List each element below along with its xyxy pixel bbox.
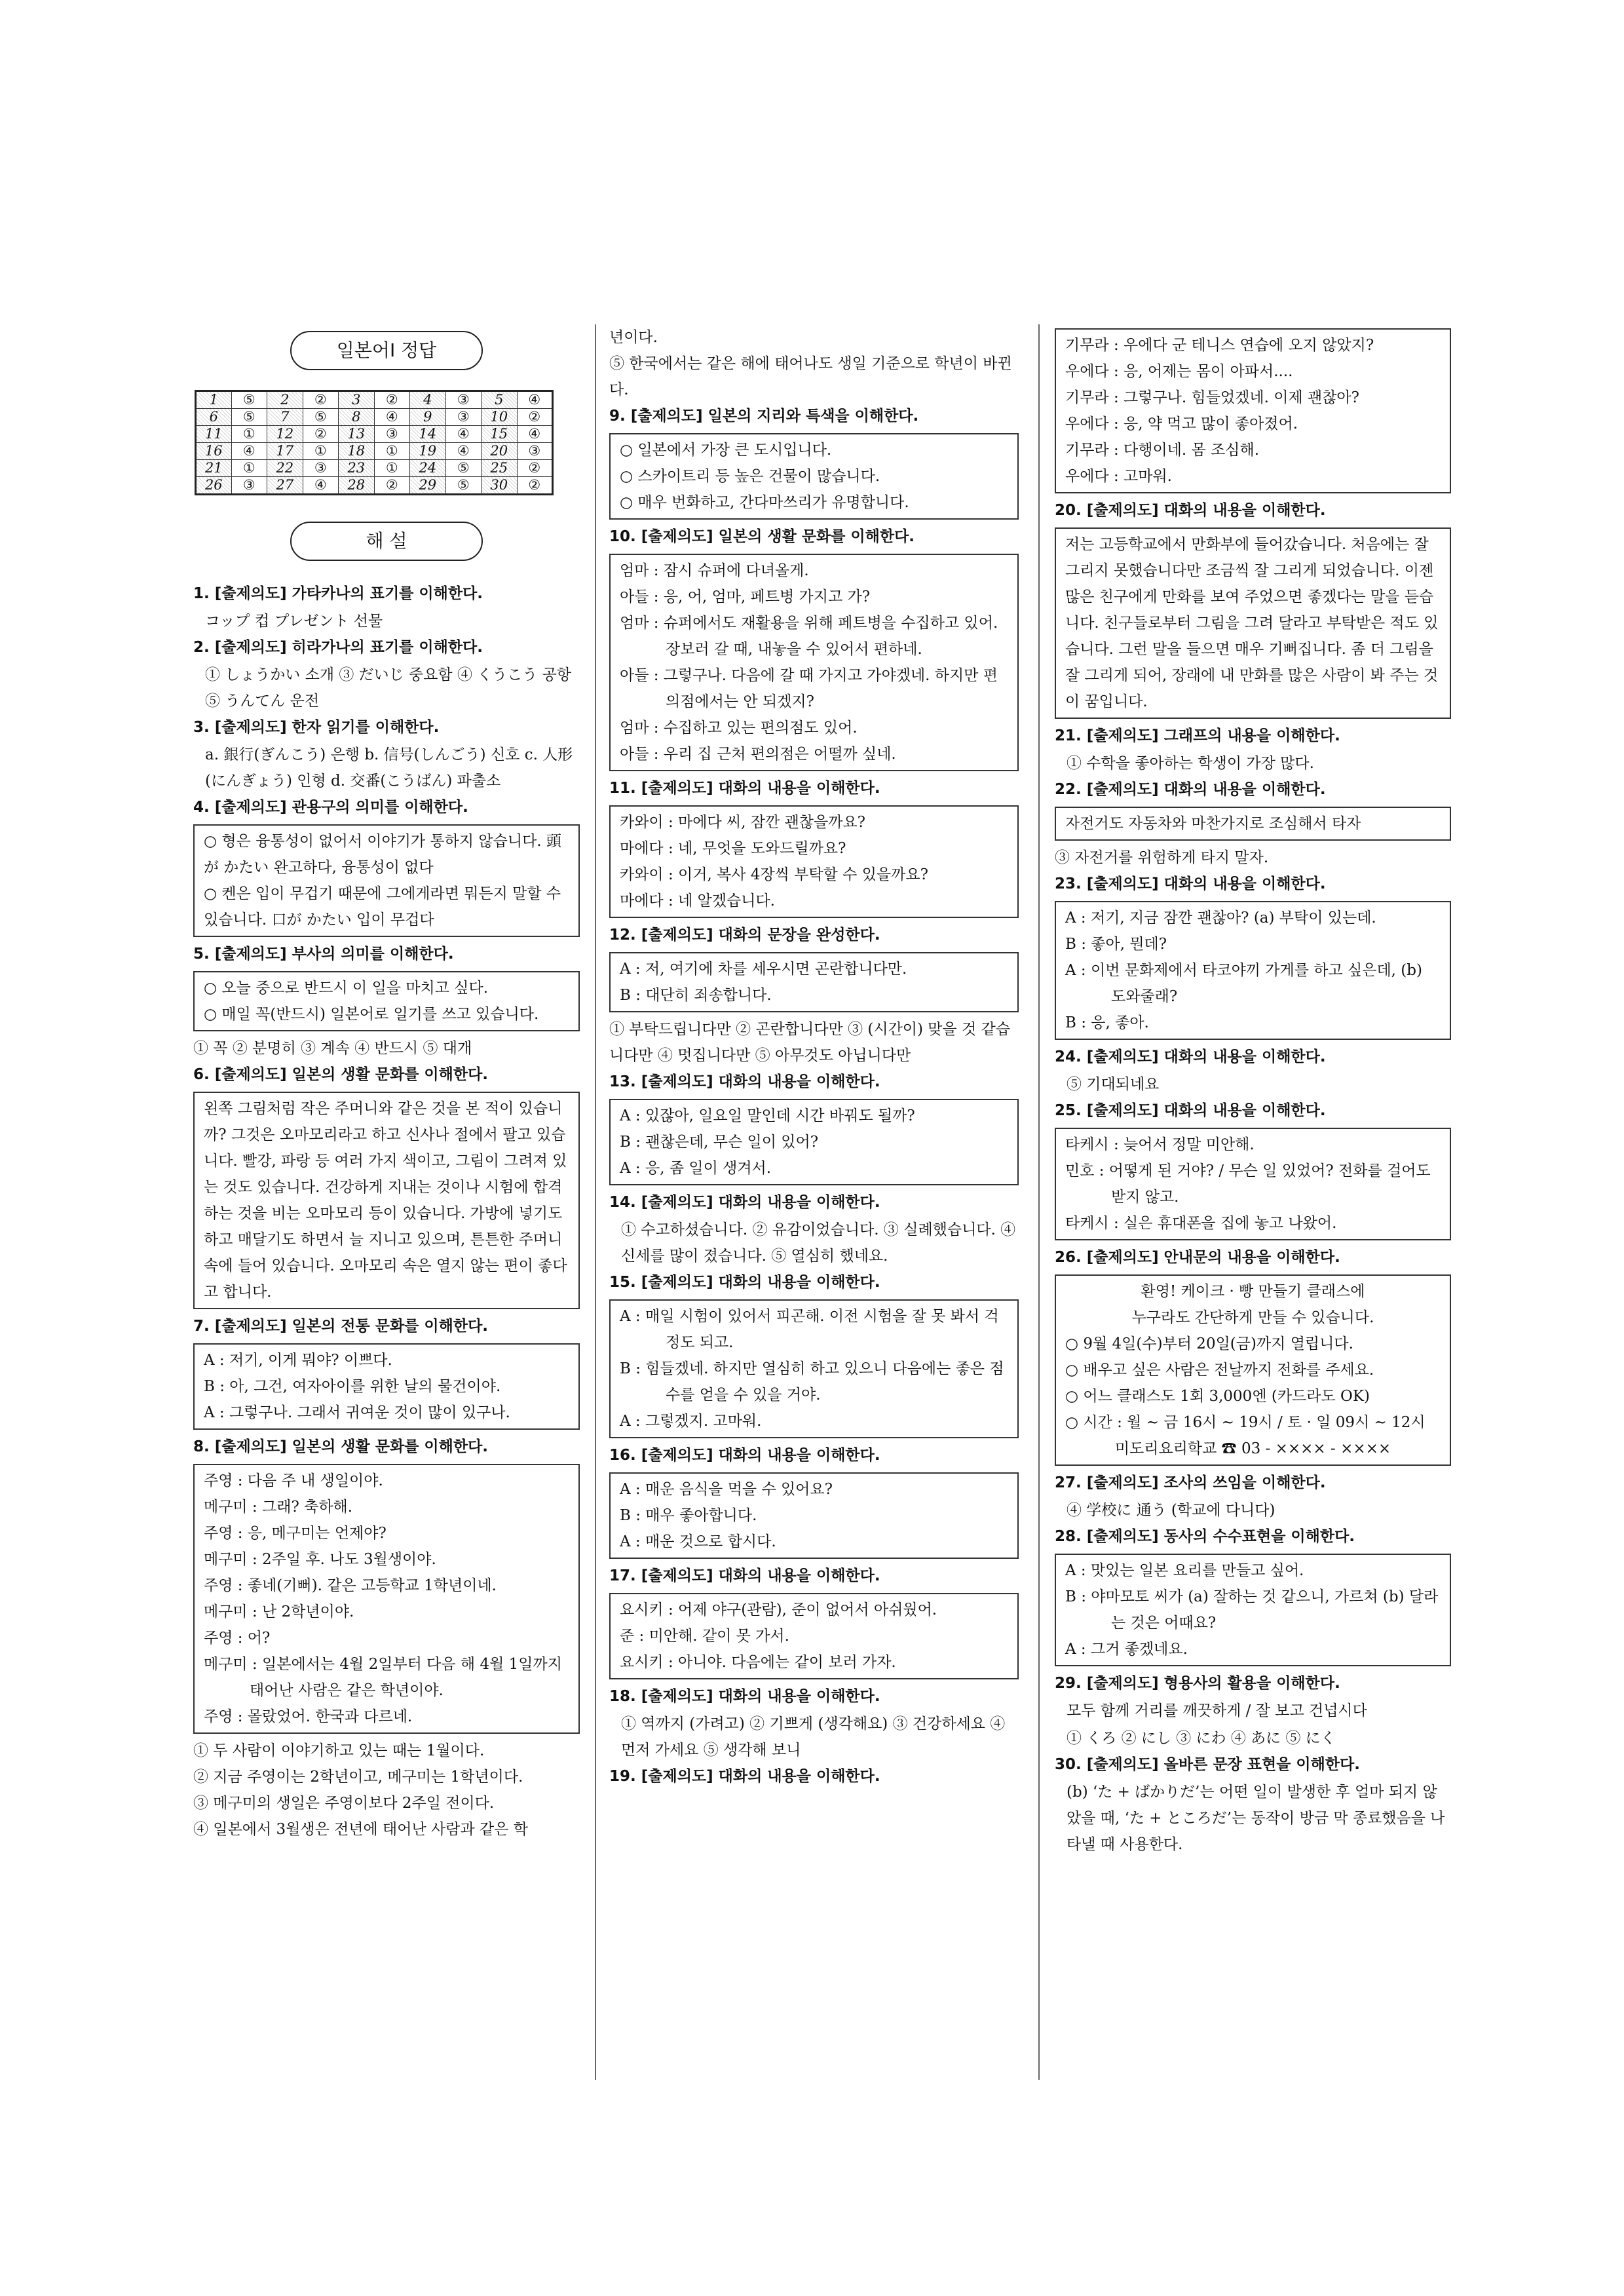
answer-choice: ⑤ <box>231 391 267 409</box>
passage-line: 누구라도 간단하게 만들 수 있습니다. <box>1131 1309 1374 1326</box>
answer-row <box>196 460 553 477</box>
question-heading: 25. [출제의도] 대화의 내용을 이해한다. <box>1055 1102 1326 1119</box>
passage-line: 엄마 : 잠시 슈퍼에 다녀올게. <box>620 562 809 579</box>
answer-choice: ⑤ <box>231 409 267 426</box>
passage-line: A : 매운 것으로 합시다. <box>620 1533 776 1550</box>
question-heading: 7. [출제의도] 일본의 전통 문화를 이해한다. <box>193 1318 489 1335</box>
quoted-passage-box <box>193 824 580 937</box>
passage-line: 민호 : 어떻게 된 거야? / 무슨 일 있었어? 전화를 걸어도 받지 않고. <box>1065 1162 1431 1206</box>
passage-line: 주영 : 좋네(기뻐). 같은 고등학교 1학년이네. <box>204 1577 497 1594</box>
passage-line: 주영 : 몰랐었어. 한국과 다르네. <box>204 1708 413 1725</box>
explanation-text: ④ 学校に 通う (학교에 다니다) <box>1067 1502 1275 1519</box>
explanation-item <box>1055 871 1451 1040</box>
passage-line: 메구미 : 난 2학년이야. <box>204 1603 354 1620</box>
question-heading: 10. [출제의도] 일본의 생활 문화를 이해한다. <box>609 528 915 545</box>
question-heading: 21. [출제의도] 그래프의 내용을 이해한다. <box>1055 727 1340 744</box>
passage-line: 메구미 : 일본에서는 4월 2일부터 다음 해 4월 1일까지 태어난 사람은 같은 학년이야. <box>204 1656 562 1699</box>
question-heading: 19. [출제의도] 대화의 내용을 이해한다. <box>609 1768 880 1785</box>
passage-line: ○ 매일 꼭(반드시) 일본어로 일기를 쓰고 있습니다. <box>204 1006 539 1023</box>
passage-line: 주영 : 다음 주 내 생일이야. <box>204 1472 383 1489</box>
question-heading: 2. [출제의도] 히라가나의 표기를 이해한다. <box>193 639 483 656</box>
question-heading: 20. [출제의도] 대화의 내용을 이해한다. <box>1055 502 1326 519</box>
passage-line: 준 : 미안해. 같이 못 가서. <box>620 1628 789 1645</box>
answer-row <box>196 391 553 409</box>
question-heading: 4. [출제의도] 관용구의 의미를 이해한다. <box>193 799 468 816</box>
passage-line: 주영 : 어? <box>204 1630 271 1647</box>
explanation-item <box>609 403 1019 520</box>
passage-line: 아들 : 우리 집 근처 편의점은 어떨까 싶네. <box>620 746 896 763</box>
passage-line: 타케시 : 늦어서 정말 미안해. <box>1065 1136 1255 1153</box>
passage-line: B : 대단히 죄송합니다. <box>620 987 772 1004</box>
answer-choice: ④ <box>374 409 410 426</box>
passage-line: B : 아, 그건, 여자아이를 위한 날의 물건이야. <box>204 1378 501 1395</box>
passage-line: A : 저, 여기에 차를 세우시면 곤란합니다만. <box>620 961 907 978</box>
answer-choice: ② <box>517 477 553 495</box>
passage-line: A : 응, 좀 일이 생겨서. <box>620 1160 772 1177</box>
passage-line: ○ 일본에서 가장 큰 도시입니다. <box>620 442 832 459</box>
explanation-item <box>609 524 1019 771</box>
question-heading: 11. [출제의도] 대화의 내용을 이해한다. <box>609 780 880 797</box>
question-heading: 23. [출제의도] 대화의 내용을 이해한다. <box>1055 875 1326 892</box>
answer-choice: ④ <box>303 477 339 495</box>
explanation-item <box>609 775 1019 918</box>
passage-line: B : 매우 좋아합니다. <box>620 1507 757 1524</box>
passage-line: 메구미 : 2주일 후. 나도 3월생이야. <box>204 1551 436 1568</box>
explanation-item <box>609 1563 1019 1679</box>
explanations-column-3 <box>1055 328 1451 1858</box>
passage-line: 기무라 : 그렇구나. 힘들었겠네. 이제 괜찮아? <box>1065 389 1359 406</box>
answer-choice: ④ <box>517 426 553 443</box>
answer-choice: ⑤ <box>303 409 339 426</box>
question-heading: 9. [출제의도] 일본의 지리와 특색을 이해한다. <box>609 408 919 425</box>
explanation-item <box>193 794 580 937</box>
passage-line: ○ 매우 번화하고, 간다마쓰리가 유명합니다. <box>620 494 909 511</box>
answer-choice: ① <box>374 443 410 460</box>
quoted-passage-box <box>609 805 1019 918</box>
answer-choice: ③ <box>303 460 339 477</box>
answer-choice: ③ <box>374 426 410 443</box>
answer-choice: ③ <box>445 391 482 409</box>
column-3 <box>1055 324 1451 1858</box>
question-heading: 8. [출제의도] 일본의 생활 문화를 이해한다. <box>193 1438 489 1455</box>
passage-line: ○ 배우고 싶은 사람은 전날까지 전화를 주세요. <box>1065 1362 1374 1379</box>
passage-line: 우에다 : 응, 어제는 몸이 아파서.... <box>1065 363 1293 380</box>
continued-text: 년이다. <box>609 329 658 346</box>
passage-line: 엄마 : 수집하고 있는 편의점도 있어. <box>620 719 858 737</box>
passage-line: 엄마 : 슈퍼에서도 재활용을 위해 페트병을 수집하고 있어. 장보러 갈 때, 내놓을 수 있어서 편하네. <box>620 615 998 658</box>
explanation-text: ① 역까지 (가려고) ② 기쁘게 (생각해요) ③ 건강하세요 ④ 먼저 가세요 ⑤ 생각해 보니 <box>621 1715 1006 1759</box>
question-heading: 3. [출제의도] 한자 읽기를 이해한다. <box>193 719 440 736</box>
passage-line: A : 그거 좋겠네요. <box>1065 1641 1188 1658</box>
answer-choice: ④ <box>517 391 553 409</box>
quoted-passage-box <box>1055 807 1451 841</box>
answer-choice: ④ <box>445 426 482 443</box>
passage-line: 마에다 : 네, 무엇을 도와드릴까요? <box>620 840 846 857</box>
explanation-item <box>1055 723 1451 776</box>
answer-row <box>196 443 553 460</box>
question-number: 24 <box>410 460 446 477</box>
column-1 <box>193 324 580 1843</box>
column-2 <box>609 324 1019 1789</box>
answer-key-table <box>195 390 554 495</box>
explanation-item <box>1055 1523 1451 1666</box>
explanation-item <box>1055 1751 1451 1858</box>
column-divider-1 <box>595 324 596 2080</box>
explanation-item <box>1055 776 1451 871</box>
question-number: 28 <box>339 477 375 495</box>
passage-line: 주영 : 응, 메구미는 언제야? <box>204 1525 387 1542</box>
question-heading: 16. [출제의도] 대화의 내용을 이해한다. <box>609 1447 880 1464</box>
passage-line: B : 괜찮은데, 무슨 일이 있어? <box>620 1134 819 1151</box>
question-number: 13 <box>339 426 375 443</box>
question-heading: 5. [출제의도] 부사의 의미를 이해한다. <box>193 946 454 963</box>
passage-line: 마에다 : 네 알겠습니다. <box>620 892 775 909</box>
explanation-item <box>1055 328 1451 493</box>
question-number: 25 <box>482 460 518 477</box>
passage-line: B : 힘들겠네. 하지만 열심히 하고 있으니 다음에는 좋은 점수를 얻을 수 있을 거야. <box>620 1360 1004 1404</box>
question-number: 3 <box>339 391 375 409</box>
answer-title: 일본어Ⅰ 정답 <box>290 331 483 370</box>
answer-choice: ③ <box>445 409 482 426</box>
question-heading: 26. [출제의도] 안내문의 내용을 이해한다. <box>1055 1249 1340 1266</box>
question-number: 22 <box>267 460 303 477</box>
answer-explanation: ③ 자전거를 위험하게 타지 말자. <box>1055 849 1269 866</box>
question-number: 21 <box>196 460 232 477</box>
passage-line: 기무라 : 다행이네. 몸 조심해. <box>1065 442 1260 459</box>
explanation-text: ⑤ 기대되네요 <box>1067 1076 1160 1093</box>
answer-explanation: ② 지금 주영이는 2학년이고, 메구미는 1학년이다. <box>193 1769 523 1786</box>
passage-line: 카와이 : 마에다 씨, 잠깐 괜찮을까요? <box>620 814 865 831</box>
explanations-column-1 <box>193 581 580 1843</box>
question-heading: 24. [출제의도] 대화의 내용을 이해한다. <box>1055 1048 1326 1065</box>
question-number: 11 <box>196 426 232 443</box>
question-number: 1 <box>196 391 232 409</box>
question-number: 10 <box>482 409 518 426</box>
explanation-item <box>193 634 580 714</box>
explanation-text: 모두 함께 거리를 깨끗하게 / 잘 보고 건넙시다 <box>1067 1702 1367 1719</box>
passage-line: A : 그렇겠지. 고마워. <box>620 1413 762 1430</box>
explanation-text: ① しょうかい 소개 ③ だいじ 중요함 ④ くうこう 공항 ⑤ うんてん 운전 <box>205 666 572 710</box>
quoted-passage-box <box>193 1464 580 1734</box>
passage-line: ○ 시간 : 월 ~ 금 16시 ~ 19시 / 토 · 일 09시 ~ 12시 <box>1065 1414 1426 1431</box>
passage-line: ○ 오늘 중으로 반드시 이 일을 마치고 싶다. <box>204 980 489 997</box>
question-number: 14 <box>410 426 446 443</box>
answer-choice: ① <box>231 460 267 477</box>
question-number: 9 <box>410 409 446 426</box>
quoted-passage-box <box>1055 328 1451 493</box>
quoted-passage-box <box>609 1593 1019 1679</box>
question-number: 29 <box>410 477 446 495</box>
question-heading: 15. [출제의도] 대화의 내용을 이해한다. <box>609 1274 880 1291</box>
answer-choice: ② <box>517 409 553 426</box>
quoted-passage-box <box>1055 527 1451 719</box>
answer-choice: ③ <box>517 443 553 460</box>
quoted-passage-box <box>193 971 580 1031</box>
question-heading: 17. [출제의도] 대화의 내용을 이해한다. <box>609 1567 880 1584</box>
question-number: 18 <box>339 443 375 460</box>
explanation-item <box>609 1442 1019 1559</box>
question-heading: 27. [출제의도] 조사의 쓰임을 이해한다. <box>1055 1474 1326 1491</box>
answer-explanation: ① 부탁드립니다만 ② 곤란합니다만 ③ (시간이) 맞을 것 같습니다만 ④ 멋집니다만 ⑤ 아무것도 아닙니다만 <box>609 1021 1011 1064</box>
question-number: 7 <box>267 409 303 426</box>
passage-line: 우에다 : 고마워. <box>1065 468 1172 485</box>
passage-line: ○ 켄은 입이 무겁기 때문에 그에게라면 뭐든지 말할 수 있습니다. 口が かたい 입이 무겁다 <box>204 885 561 928</box>
passage-line: A : 매일 시험이 있어서 피곤해. 이전 시험을 잘 못 봐서 걱정도 되고. <box>620 1308 999 1351</box>
passage-line: B : 응, 좋아. <box>1065 1014 1149 1031</box>
passage-line: B : 야마모토 씨가 (a) 잘하는 것 같으니, 가르쳐 (b) 달라는 것은 어때요? <box>1065 1588 1439 1632</box>
passage-line: 환영! 케이크 · 빵 만들기 클래스에 <box>1141 1283 1365 1300</box>
question-number: 26 <box>196 477 232 495</box>
quoted-passage-box <box>1055 1554 1451 1666</box>
quoted-passage-box <box>609 554 1019 771</box>
continued-text: ⑤ 한국에서는 같은 해에 태어나도 생일 기준으로 학년이 바뀐다. <box>609 355 1012 398</box>
passage-line: A : 매운 음식을 먹을 수 있어요? <box>620 1481 833 1498</box>
explanation-text: a. 銀行(ぎんこう) 은행 b. 信号(しんごう) 신호 c. 人形(にんぎょう) 인형 d. 交番(こうばん) 파출소 <box>205 746 573 790</box>
quoted-passage-box <box>193 1092 580 1309</box>
answer-choice: ① <box>303 443 339 460</box>
explanation-text: ① くろ ② にし ③ にわ ④ あに ⑤ にく <box>1067 1730 1336 1747</box>
passage-line: 아들 : 그렇구나. 다음에 갈 때 가지고 가야겠네. 하지만 편의점에서는 안 되겠지? <box>620 667 998 710</box>
question-heading: 18. [출제의도] 대화의 내용을 이해한다. <box>609 1688 880 1705</box>
answer-choice: ④ <box>445 443 482 460</box>
passage-line: 우에다 : 응, 약 먹고 많이 좋아졌어. <box>1065 415 1298 432</box>
explanation-item <box>609 324 1019 403</box>
explanation-item <box>609 1763 1019 1789</box>
answer-choice: ⑤ <box>445 477 482 495</box>
answer-choice: ② <box>374 477 410 495</box>
question-number: 19 <box>410 443 446 460</box>
question-number: 15 <box>482 426 518 443</box>
passage-line: 왼쪽 그림처럼 작은 주머니와 같은 것을 본 적이 있습니까? 그것은 오마모리라고 하고 신사나 절에서 팔고 있습니다. 빨강, 파랑 등 여러 가지 색이고, 그림이 그려져 있는 것도 있습니다. 건강하게 지내는 것이나 시험에 합격하는 것을 비는 오마모리 등이 있습니다. 가방에 넣기도 하고 매달기도 하면서 늘 지니고 있으며, 튼튼한 주머니 속에 들어 있습니다. 오마모리 속은 열지 않는 편이 좋다고 합니다. <box>204 1100 567 1301</box>
explanation-item <box>1055 1670 1451 1751</box>
column-divider-2 <box>1038 324 1040 2080</box>
explanation-item <box>193 1313 580 1430</box>
question-number: 30 <box>482 477 518 495</box>
explanation-text: (b) ‘た + ばかりだ’는 어떤 일이 발생한 후 얼마 되지 않았을 때, ‘た + ところだ’는 동작이 방금 막 종료했음을 나타낼 때 사용한다. <box>1067 1784 1445 1853</box>
answer-explanation: ④ 일본에서 3월생은 전년에 태어난 사람과 같은 학 <box>193 1821 528 1838</box>
question-number: 4 <box>410 391 446 409</box>
quoted-passage-box <box>1055 1274 1451 1466</box>
question-heading: 12. [출제의도] 대화의 문장을 완성한다. <box>609 927 880 944</box>
explanation-text: ① 수고하셨습니다. ② 유감이었습니다. ③ 실례했습니다. ④ 신세를 많이 졌습니다. ⑤ 열심히 했네요. <box>621 1221 1016 1265</box>
passage-line: 메구미 : 그래? 축하해. <box>204 1499 353 1516</box>
explanation-item <box>609 922 1019 1069</box>
passage-line: 자전거도 자동차와 마찬가지로 조심해서 타자 <box>1065 815 1361 832</box>
explanation-item <box>609 1683 1019 1763</box>
quoted-passage-box <box>193 1343 580 1430</box>
answer-choice: ② <box>303 426 339 443</box>
question-number: 6 <box>196 409 232 426</box>
answer-row <box>196 409 553 426</box>
quoted-passage-box <box>609 1472 1019 1559</box>
explanation-item <box>1055 1044 1451 1098</box>
passage-line: A : 저기, 지금 잠깐 괜찮아? (a) 부탁이 있는데. <box>1065 909 1376 927</box>
explanation-item <box>193 581 580 634</box>
passage-line: 요시키 : 아니야. 다음에는 같이 보러 가자. <box>620 1654 896 1671</box>
question-heading: 28. [출제의도] 동사의 수수표현을 이해한다. <box>1055 1528 1355 1545</box>
explanation-item <box>609 1189 1019 1269</box>
question-number: 2 <box>267 391 303 409</box>
passage-line: 요시키 : 어제 야구(관람), 준이 없어서 아쉬웠어. <box>620 1601 937 1618</box>
explanation-item <box>1055 1470 1451 1523</box>
question-heading: 13. [출제의도] 대화의 내용을 이해한다. <box>609 1073 880 1090</box>
quoted-passage-box <box>1055 901 1451 1040</box>
question-heading: 6. [출제의도] 일본의 생활 문화를 이해한다. <box>193 1066 489 1083</box>
answer-choice: ① <box>231 426 267 443</box>
passage-line: ○ 9월 4일(수)부터 20일(금)까지 열립니다. <box>1065 1335 1353 1352</box>
passage-line: ○ 스카이트리 등 높은 건물이 많습니다. <box>620 468 880 485</box>
passage-line: ○ 어느 클래스도 1회 3,000엔 (카드라도 OK) <box>1065 1388 1370 1405</box>
explanation-item <box>193 714 580 794</box>
passage-line: A : 그렇구나. 그래서 귀여운 것이 많이 있구나. <box>204 1404 510 1421</box>
question-number: 16 <box>196 443 232 460</box>
explanation-item <box>193 1434 580 1843</box>
quoted-passage-box <box>609 1099 1019 1185</box>
quoted-passage-box <box>609 952 1019 1012</box>
question-number: 20 <box>482 443 518 460</box>
answer-choice: ② <box>374 391 410 409</box>
answer-choice: ① <box>374 460 410 477</box>
quoted-passage-box <box>609 433 1019 520</box>
explanations-column-2 <box>609 324 1019 1789</box>
question-heading: 30. [출제의도] 올바른 문장 표현을 이해한다. <box>1055 1756 1361 1773</box>
passage-line: 타케시 : 실은 휴대폰을 집에 놓고 나왔어. <box>1065 1215 1337 1232</box>
passage-line: A : 이번 문화제에서 타코야끼 가게를 하고 싶은데, (b) 도와줄래? <box>1065 962 1422 1005</box>
question-number: 12 <box>267 426 303 443</box>
answer-row <box>196 426 553 443</box>
answer-choice: ② <box>303 391 339 409</box>
passage-line: 카와이 : 이거, 복사 4장씩 부탁할 수 있을까요? <box>620 866 928 883</box>
question-number: 5 <box>482 391 518 409</box>
answer-explanation: ① 꼭 ② 분명히 ③ 계속 ④ 반드시 ⑤ 대개 <box>193 1040 472 1057</box>
explanation-text: ① 수학을 좋아하는 학생이 가장 많다. <box>1067 755 1314 772</box>
passage-line: ○ 형은 융통성이 없어서 이야기가 통하지 않습니다. 頭が かたい 완고하다, 융통성이 없다 <box>204 833 561 876</box>
explanation-item <box>609 1069 1019 1185</box>
explanation-item <box>609 1269 1019 1438</box>
question-number: 23 <box>339 460 375 477</box>
question-number: 8 <box>339 409 375 426</box>
explanation-item <box>193 1062 580 1309</box>
explanation-item <box>1055 1098 1451 1240</box>
explanation-text: コップ 컵 プレゼント 선물 <box>205 613 383 630</box>
passage-line: 저는 고등학교에서 만화부에 들어갔습니다. 처음에는 잘 그리지 못했습니다만 조금씩 잘 그리게 되었습니다. 이젠 많은 친구에게 만화를 보여 주었으면 좋겠다는 말을 듣습니다. 친구들로부터 그림을 그려 달라고 부탁받은 적도 있습니다. 그런 말을 들으면 매우 기뻐집니다. 좀 더 그림을 잘 그리게 되어, 장래에 내 만화를 많은 사람이 봐 주는 것이 꿈입니다. <box>1065 536 1439 710</box>
answer-explanation: ① 두 사람이 이야기하고 있는 때는 1월이다. <box>193 1742 485 1759</box>
answer-choice: ⑤ <box>445 460 482 477</box>
explanation-title: 해 설 <box>290 522 483 561</box>
quoted-passage-box <box>609 1299 1019 1438</box>
question-heading: 22. [출제의도] 대화의 내용을 이해한다. <box>1055 781 1326 798</box>
explanation-item <box>1055 1244 1451 1466</box>
question-number: 17 <box>267 443 303 460</box>
question-heading: 1. [출제의도] 가타카나의 표기를 이해한다. <box>193 585 483 602</box>
passage-line: B : 좋아, 뭔데? <box>1065 936 1167 953</box>
quoted-passage-box <box>1055 1128 1451 1240</box>
answer-choice: ② <box>517 460 553 477</box>
passage-line: A : 맛있는 일본 요리를 만들고 싶어. <box>1065 1562 1304 1579</box>
question-heading: 14. [출제의도] 대화의 내용을 이해한다. <box>609 1194 880 1211</box>
question-number: 27 <box>267 477 303 495</box>
passage-line: A : 저기, 이게 뭐야? 이쁘다. <box>204 1352 392 1369</box>
explanation-item <box>193 941 580 1062</box>
question-heading: 29. [출제의도] 형용사의 활용을 이해한다. <box>1055 1675 1340 1692</box>
passage-line: 기무라 : 우에다 군 테니스 연습에 오지 않았지? <box>1065 337 1374 354</box>
answer-explanation: ③ 메구미의 생일은 주영이보다 2주일 전이다. <box>193 1795 495 1812</box>
answer-choice: ③ <box>231 477 267 495</box>
answer-choice: ④ <box>231 443 267 460</box>
explanation-item <box>1055 497 1451 719</box>
passage-line: A : 있잖아, 일요일 말인데 시간 바꿔도 될까? <box>620 1107 915 1124</box>
passage-line: 미도리요리학교 ☎ 03 - ×××× - ×××× <box>1114 1440 1391 1457</box>
passage-line: 아들 : 응, 어, 엄마, 페트병 가지고 가? <box>620 588 871 605</box>
answer-row <box>196 477 553 495</box>
